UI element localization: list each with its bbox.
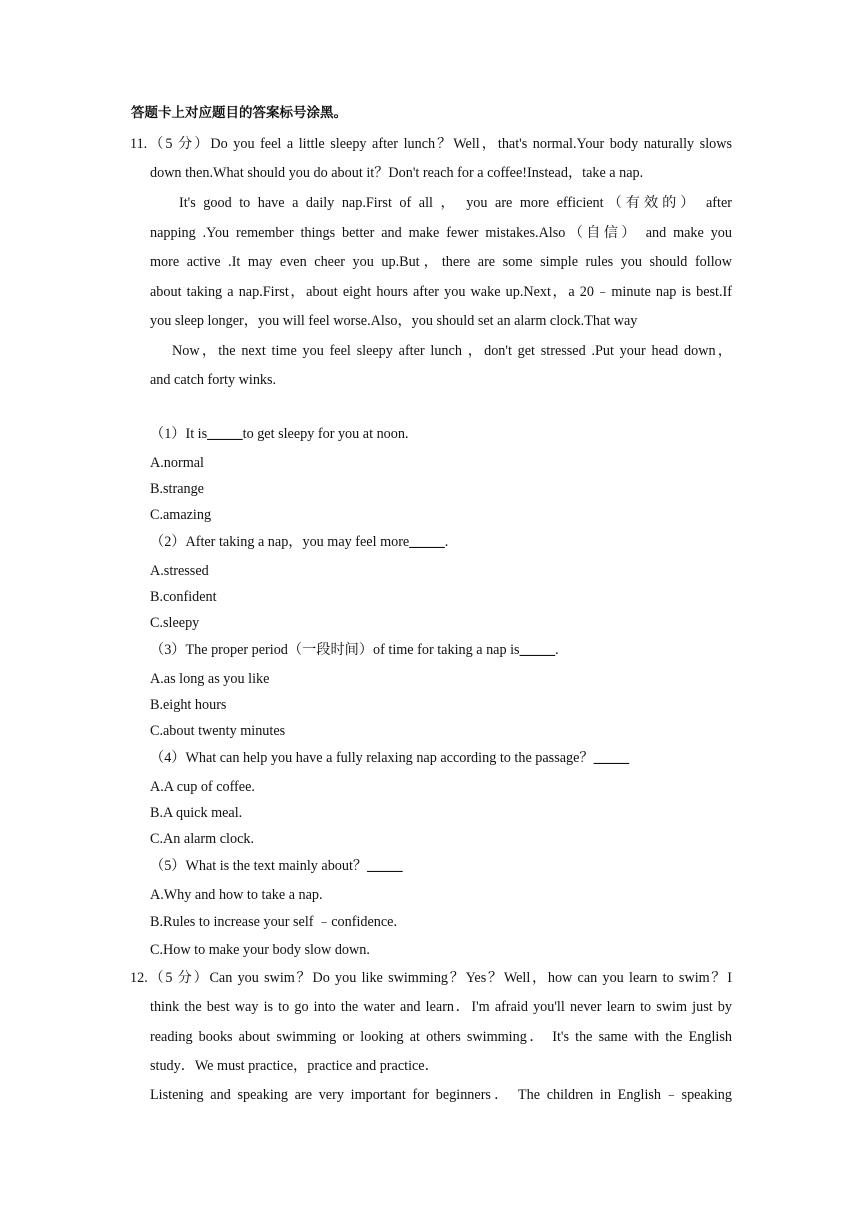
q11-sub2-option-b: B.confident (150, 589, 217, 605)
q11-line-5: more active .It may even cheer you up.But，there are some simple rules you should follow (150, 254, 732, 270)
q12-line-2: think the best way is to go into the water and learn．I'm afraid you'll never learn to swim just by (150, 999, 732, 1015)
q11-sub1-option-b: B.strange (150, 481, 204, 497)
q11-sub1-stem-after: to get sleepy for you at noon. (242, 426, 409, 442)
q11-sub4-stem-before: （4）What can help you have a fully relaxing nap according to the passage？ (150, 750, 594, 766)
q11-line-2: down then.What should you do about it？Don't reach for a coffee!Instead，take a nap. (150, 165, 644, 181)
q11-sub3-stem-after: . (555, 642, 559, 658)
q11-sub1-stem-before: （1）It is (150, 426, 208, 442)
q11-sub3-stem-before: （3）The proper period（一段时间）of time for taking a nap is (150, 642, 520, 658)
q12-line-1: 12.（5 分）Can you swim？Do you like swimming？Yes？Well，how can you learn to swim？I (130, 970, 732, 986)
q11-line-3: It's good to have a daily nap.First of all ， you are more efficient（有效的） after (179, 195, 732, 211)
q11-sub1-stem (150, 425, 732, 443)
section-instruction: 答题卡上对应题目的答案标号涂黑。 (131, 105, 347, 121)
answer-blank: _____ (593, 750, 630, 766)
q11-sub3-option-b: B.eight hours (150, 697, 227, 713)
q11-sub5-stem-before: （5）What is the text mainly about？ (150, 858, 368, 874)
q11-sub4-option-c: C.An alarm clock. (150, 831, 255, 847)
q11-sub2-option-c: C.sleepy (150, 615, 200, 631)
q12-line-4: study．We must practice，practice and practice． (150, 1058, 439, 1074)
q11-sub3-option-a: A.as long as you like (150, 671, 270, 687)
q11-line-8: Now，the next time you feel sleepy after lunch ，don't get stressed .Put your head down， (172, 343, 732, 359)
q11-sub4-option-b: B.A quick meal. (150, 805, 243, 821)
q11-sub5-option-a: A.Why and how to take a nap. (150, 887, 323, 903)
q11-sub2-stem (150, 533, 732, 551)
q11-line-9: and catch forty winks. (150, 372, 277, 388)
q11-sub1-option-c: C.amazing (150, 507, 212, 523)
q11-line-7: you sleep longer，you will feel worse.Also，you should set an alarm clock.That way (150, 313, 638, 329)
q11-sub5-option-c: C.How to make your body slow down. (150, 942, 370, 958)
q11-sub5-option-b: B.Rules to increase your self ﹣confidence. (150, 914, 398, 930)
q11-sub3-option-c: C.about twenty minutes (150, 723, 286, 739)
q11-sub2-option-a: A.stressed (150, 563, 209, 579)
q11-sub3-stem (150, 641, 732, 659)
q11-sub4-option-a: A.A cup of coffee. (150, 779, 255, 795)
q11-sub4-stem (150, 749, 732, 767)
q12-line-5: Listening and speaking are very important for beginners． The children in English﹣speaking (150, 1087, 732, 1103)
answer-blank: _____ (207, 426, 243, 442)
q11-line-4: napping .You remember things better and make fewer mistakes.Also（自信） and make you (150, 225, 732, 241)
q11-line-6: about taking a nap.First，about eight hours after you wake up.Next，a 20﹣minute nap is best.If (150, 284, 732, 300)
q11-line-1: 11.（5 分）Do you feel a little sleepy after lunch？Well，that's normal.Your body naturally slows (130, 136, 732, 152)
q11-sub1-option-a: A.normal (150, 455, 204, 471)
answer-blank: _____ (367, 858, 403, 874)
q11-sub5-stem (150, 857, 732, 875)
answer-blank: _____ (409, 534, 445, 550)
q11-sub2-stem-after: . (444, 534, 449, 550)
answer-blank: _____ (519, 642, 556, 658)
q12-line-3: reading books about swimming or looking at others swimming． It's the same with the English (150, 1029, 732, 1045)
q11-sub2-stem-before: （2）After taking a nap，you may feel more (150, 534, 410, 550)
